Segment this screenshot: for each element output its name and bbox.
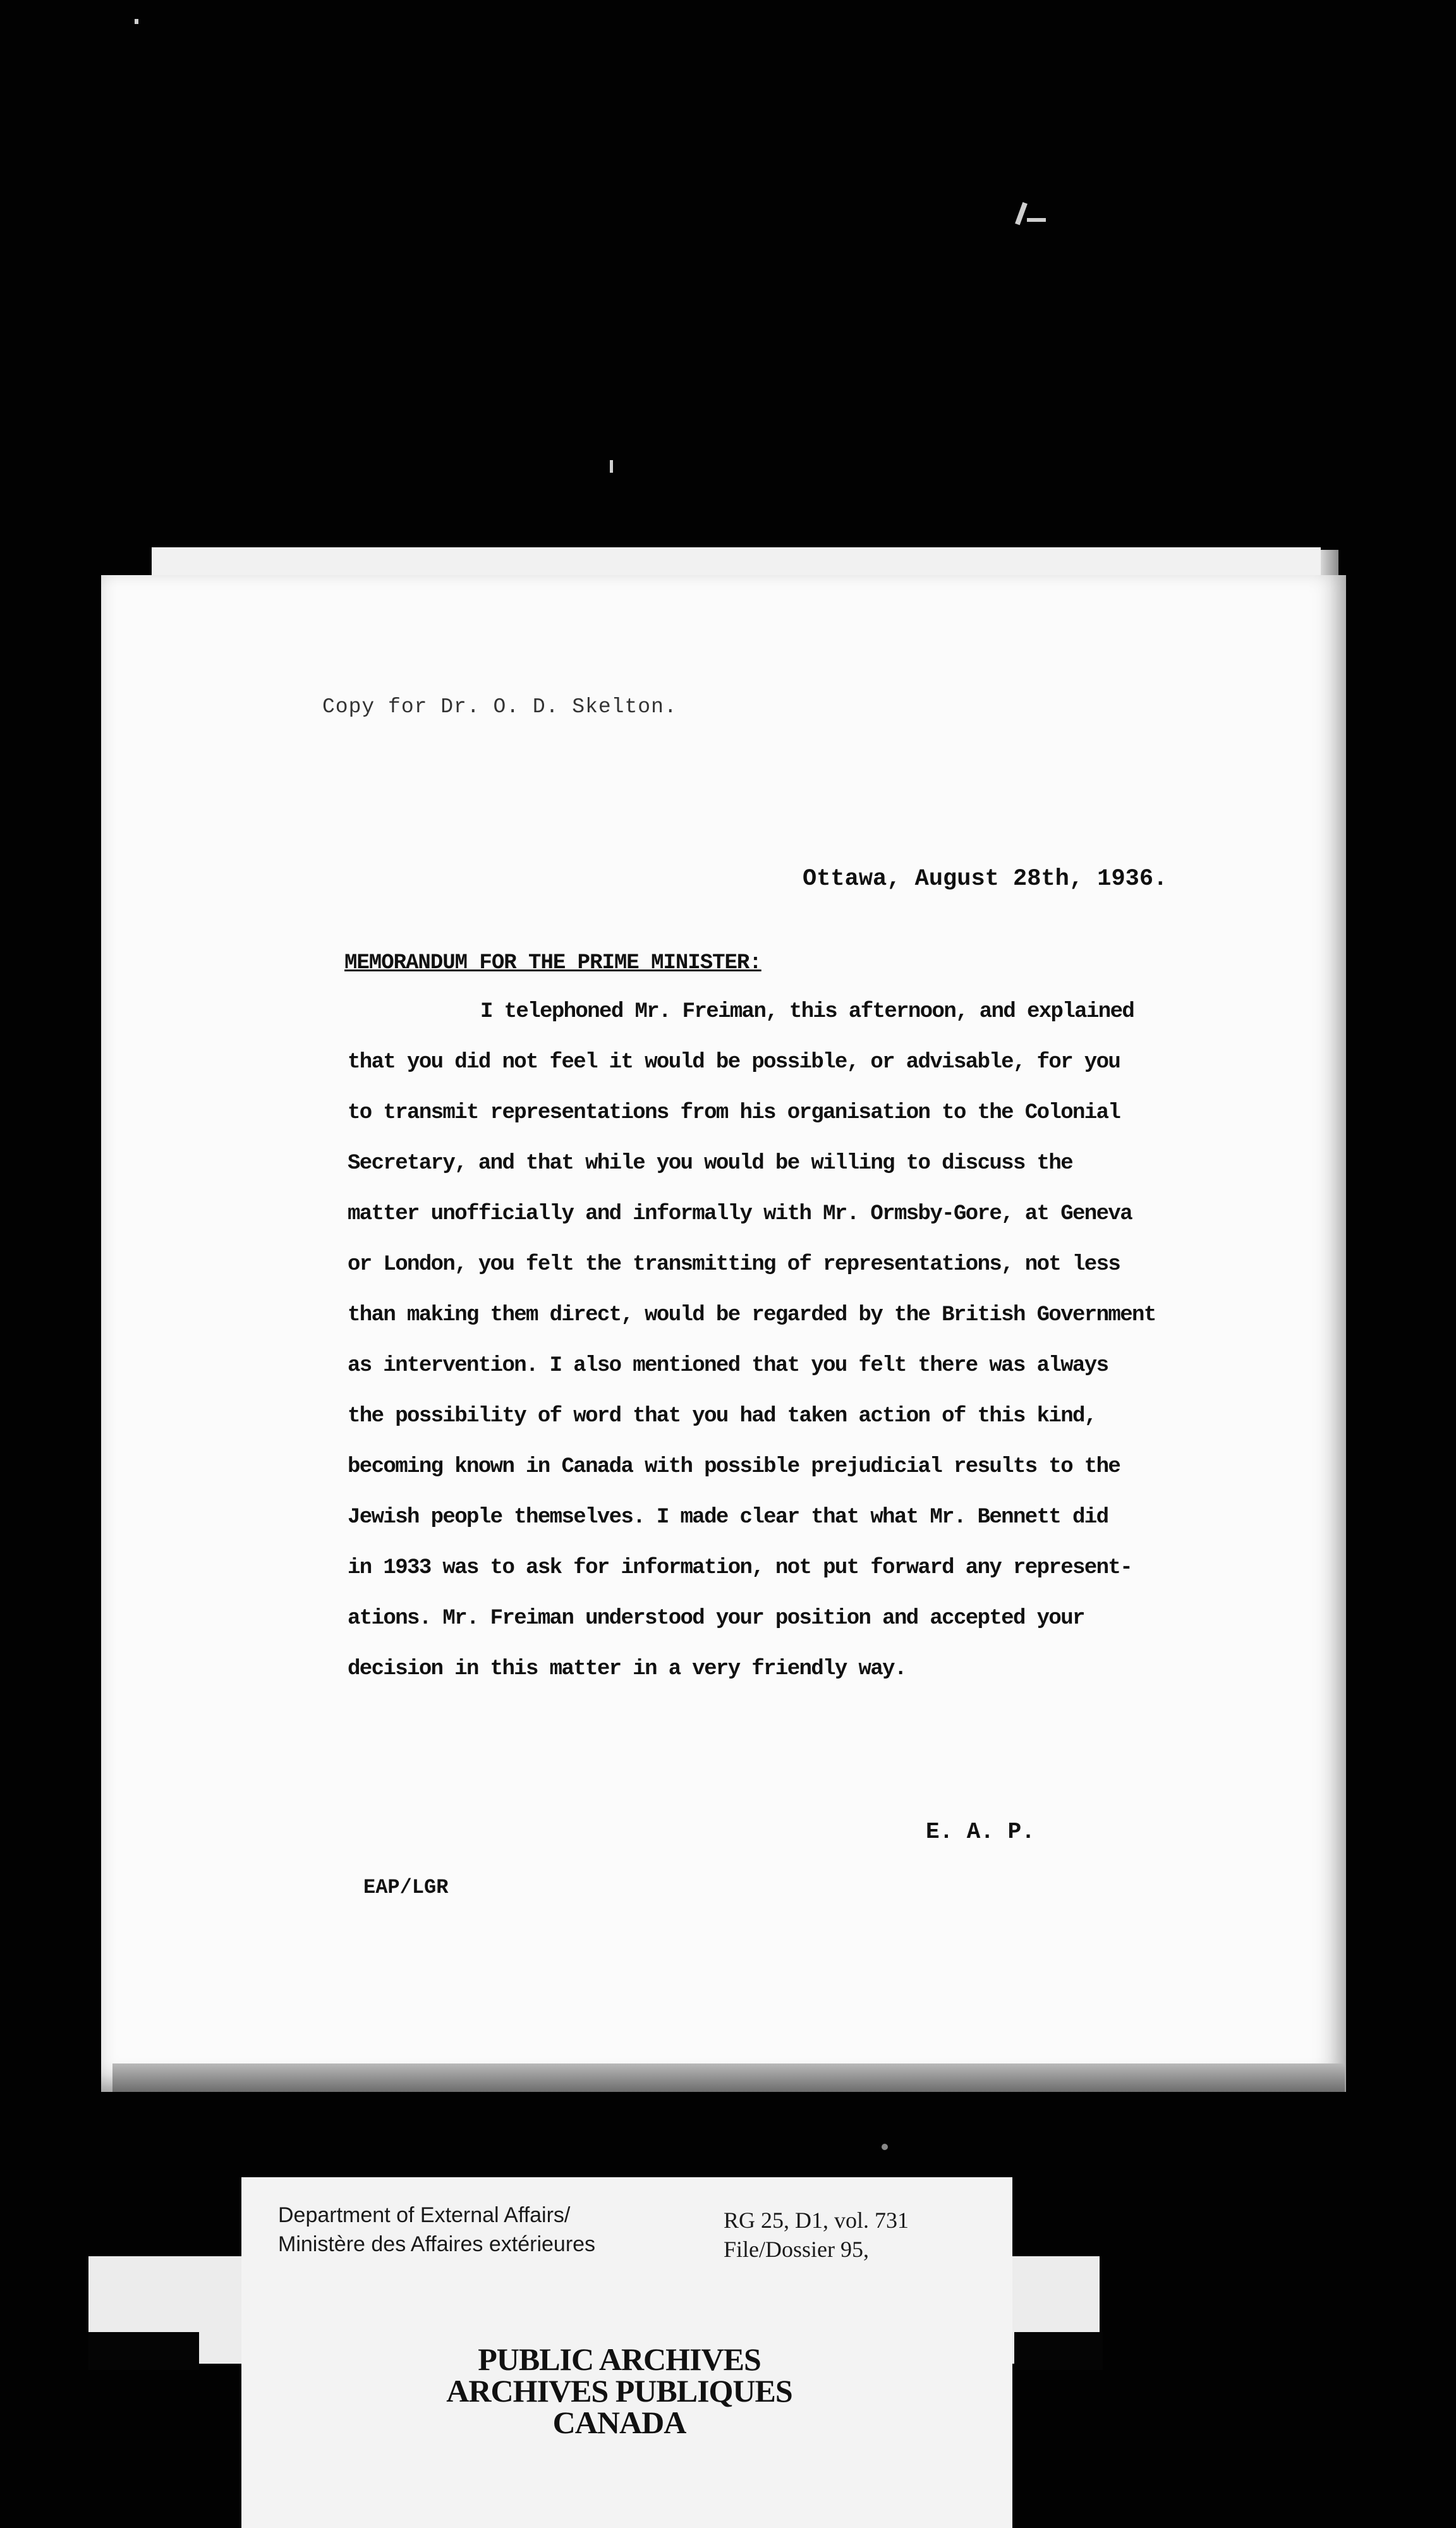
memo-body-line: ations. Mr. Freiman understood your position and accepted your — [348, 1607, 1084, 1631]
memo-body-line: than making them direct, would be regarded by the British Government — [348, 1303, 1156, 1327]
department-english: Department of External Affairs/ — [278, 2203, 571, 2227]
label-notch — [88, 2332, 199, 2370]
film-speck — [135, 19, 138, 24]
department-french: Ministère des Affaires extérieures — [278, 2232, 596, 2256]
copy-notation: Copy for Dr. O. D. Skelton. — [322, 695, 677, 719]
memorandum-page — [101, 575, 1346, 2092]
film-speck — [882, 2144, 888, 2150]
memo-body-line: decision in this matter in a very friendly way. — [348, 1657, 906, 1681]
memo-body-line: Secretary, and that while you would be willing to discuss the — [348, 1152, 1073, 1176]
department-name — [278, 2201, 595, 2259]
archives-stamp — [379, 2343, 859, 2438]
memo-body-line: the possibility of word that you had taken action of this kind, — [348, 1404, 1096, 1428]
signature-initials: E. A. P. — [926, 1819, 1035, 1845]
record-reference — [724, 2206, 909, 2264]
memo-body-line: that you did not feel it would be possible, or advisable, for you — [348, 1050, 1120, 1074]
dateline: Ottawa, August 28th, 1936. — [803, 866, 1168, 892]
memo-body-line: I telephoned Mr. Freiman, this afternoon, and explained — [480, 1000, 1134, 1024]
reference-initials: EAP/LGR — [363, 1876, 449, 1899]
memo-body-line: Jewish people themselves. I made clear that what Mr. Bennett did — [348, 1505, 1108, 1529]
memo-body-line: in 1933 was to ask for information, not put forward any represent- — [348, 1556, 1132, 1580]
sheet-shadow — [112, 2063, 1345, 2092]
label-notch — [1014, 2332, 1103, 2370]
stamp-line-english: PUBLIC ARCHIVES — [478, 2342, 761, 2377]
memo-body-line: matter unofficially and informally with Mr. Ormsby-Gore, at Geneva — [348, 1202, 1132, 1226]
file-number: File/Dossier 95, — [724, 2237, 869, 2262]
record-group: RG 25, D1, vol. 731 — [724, 2208, 909, 2233]
film-scratch — [1015, 202, 1028, 226]
memo-body-line: to transmit representations from his organisation to the Colonial — [348, 1101, 1120, 1125]
film-speck — [610, 460, 613, 473]
film-scratch — [1027, 218, 1046, 222]
memo-heading: MEMORANDUM FOR THE PRIME MINISTER: — [344, 951, 761, 975]
underlying-sheet — [152, 547, 1321, 579]
memo-body-line: as intervention. I also mentioned that you felt there was always — [348, 1354, 1108, 1378]
stamp-line-french: ARCHIVES PUBLIQUES — [446, 2373, 792, 2409]
memo-body-line: becoming known in Canada with possible prejudicial results to the — [348, 1455, 1120, 1479]
stamp-line-country: CANADA — [552, 2405, 686, 2440]
memo-body-line: or London, you felt the transmitting of representations, not less — [348, 1253, 1120, 1277]
